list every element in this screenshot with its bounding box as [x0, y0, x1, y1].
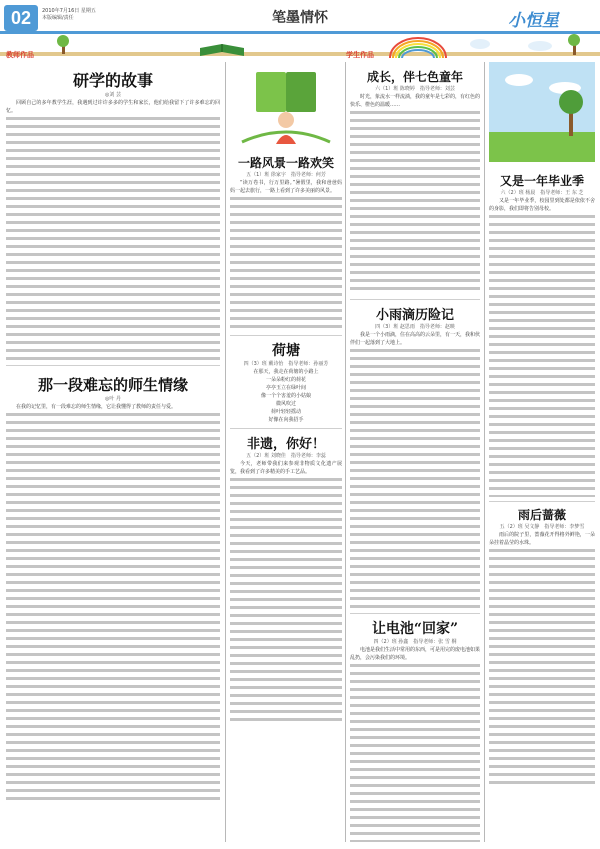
article-body-lead: 电池是我们生活中常用的东西，可是用完的废电池如果乱扔，会污染我们的环境。	[350, 647, 480, 661]
article-body-text	[230, 476, 342, 726]
decorative-banner	[0, 34, 600, 62]
cloud-icon	[505, 74, 533, 86]
page-number: 02	[4, 5, 38, 31]
poem-lines	[230, 368, 342, 424]
poem-line: 好像在向我招手	[268, 417, 304, 423]
poem-line: 像一个个害羞的小姑娘	[260, 393, 311, 399]
column-student-1	[230, 62, 342, 844]
article-byline: 五（1）班 徐家宇 指导老师：何芳	[246, 172, 326, 178]
article-body-text	[350, 347, 480, 609]
article-body-text	[350, 662, 480, 842]
article-separator	[350, 299, 480, 300]
column-teacher	[6, 62, 220, 844]
article-byline: 五（2）班 吴文静 指导老师：李梦雪	[499, 524, 585, 530]
article-body-lead: 我是一个小雨滴，住在高高的云朵里，有一天，我和伙伴们一起落到了大地上。	[350, 332, 480, 346]
column-student-2	[350, 62, 480, 844]
article-byline: 四（3）班 戴诗怡 指导老师：孙丽芳	[243, 361, 329, 367]
article-byline: 六（1）班 陈晓婷 指导老师：刘芸	[375, 86, 455, 92]
graduation-illustration	[489, 62, 595, 162]
article-body-lead: 雨后的院子里，蔷薇花开得格外鲜艳，一朵朵挂着晶莹的水珠。	[489, 532, 595, 546]
article-body-text	[489, 213, 595, 497]
date-line-1: 2010年7月16日 星期五	[42, 8, 96, 14]
article-body-lead: 今天，老师带我们来参观非物质文化遗产展览，我看到了许多精美的手工艺品。	[230, 461, 342, 475]
article-title: 又是一年毕业季	[499, 174, 584, 188]
article-title: 小雨滴历险记	[375, 308, 454, 323]
issue-date	[42, 8, 96, 22]
article-title: 一路风景一路欢笑	[237, 156, 334, 170]
poem-line: 微风吹过	[275, 401, 296, 407]
article-byline: 六（2）班 杨晨 指导老师：王 东 芝	[500, 190, 584, 196]
poem-line: 亭亭玉立在绿叶间	[265, 385, 306, 391]
article-byline: 五（2）班 刘晓佳 指导老师：李蕊	[246, 453, 326, 459]
article-body-text	[6, 411, 220, 801]
article-body-lead: 回顾自己的多年教学生涯，我遇到过许许多多的学生和家长，他们给我留下了许多难忘的回忆。	[6, 100, 220, 114]
book-icon	[256, 72, 286, 112]
article-body-text	[350, 109, 480, 295]
article-title: 非遗，你好！	[246, 437, 325, 452]
article-title: 让电池“回家”	[371, 621, 459, 637]
article-body-lead: 在我的记忆里，有一段难忘的师生情缘，它让我懂得了教师的责任与爱。	[16, 404, 177, 410]
child-head	[278, 112, 294, 128]
article-title: 雨后蔷薇	[517, 508, 566, 522]
teacher-works-tag: 教师作品	[6, 51, 34, 59]
student-works-tag: 学生作品	[346, 51, 374, 59]
article-separator	[6, 365, 220, 366]
article-research-story	[6, 68, 220, 361]
article-body-lead: “读万卷书，行万里路。”暑假里，我和爸爸妈妈一起去旅行，一路上看到了许多美丽的风景。	[230, 180, 342, 194]
reading-child-illustration	[230, 62, 342, 144]
column-divider	[225, 62, 226, 842]
section-title: 笔墨情怀	[272, 10, 328, 26]
article-body-text	[6, 115, 220, 361]
poem-line: 一朵朵粉红的荷花	[265, 377, 306, 383]
article-separator	[350, 613, 480, 614]
article-byline: 四（2）班 孙鑫 指导老师：张 雪 桐	[373, 639, 457, 645]
article-separator	[230, 335, 342, 336]
article-title: 研学的故事	[72, 71, 153, 90]
poem-line: 在那天，我走在荷塘的小路上	[253, 369, 319, 375]
article-separator	[230, 428, 342, 429]
article-teacher-student-bond	[6, 374, 220, 801]
column-divider	[345, 62, 346, 842]
poem-line: 荷叶轻轻摇动	[270, 409, 301, 415]
article-body-lead: 时光，象流水一样流淌，我的童年是七彩的，有红色的快乐、橙色的温暖……	[350, 94, 480, 108]
date-line-2: 本版编辑/责任	[42, 15, 74, 21]
ground-strip	[0, 52, 600, 56]
article-byline: ◎叶 丹	[105, 396, 121, 402]
article-byline: 四（3）班 赵思雨 指导老师：赵映	[375, 324, 455, 330]
page-header	[0, 0, 600, 38]
article-separator	[489, 501, 595, 502]
article-title: 成长，伴七色童年	[366, 70, 463, 84]
article-body-lead: 又是一年毕业季，校园里到处都是依依不舍的身影，我们即将告别母校。	[489, 198, 595, 212]
article-body-text	[230, 195, 342, 331]
article-title: 荷塘	[272, 343, 300, 359]
newspaper-logo: 小恒星	[508, 11, 559, 31]
article-byline: ◎刘 芸	[105, 92, 121, 98]
column-student-3	[489, 62, 595, 844]
article-title: 那一段难忘的师生情缘	[37, 376, 188, 394]
column-divider	[484, 62, 485, 842]
article-body-text	[489, 547, 595, 787]
